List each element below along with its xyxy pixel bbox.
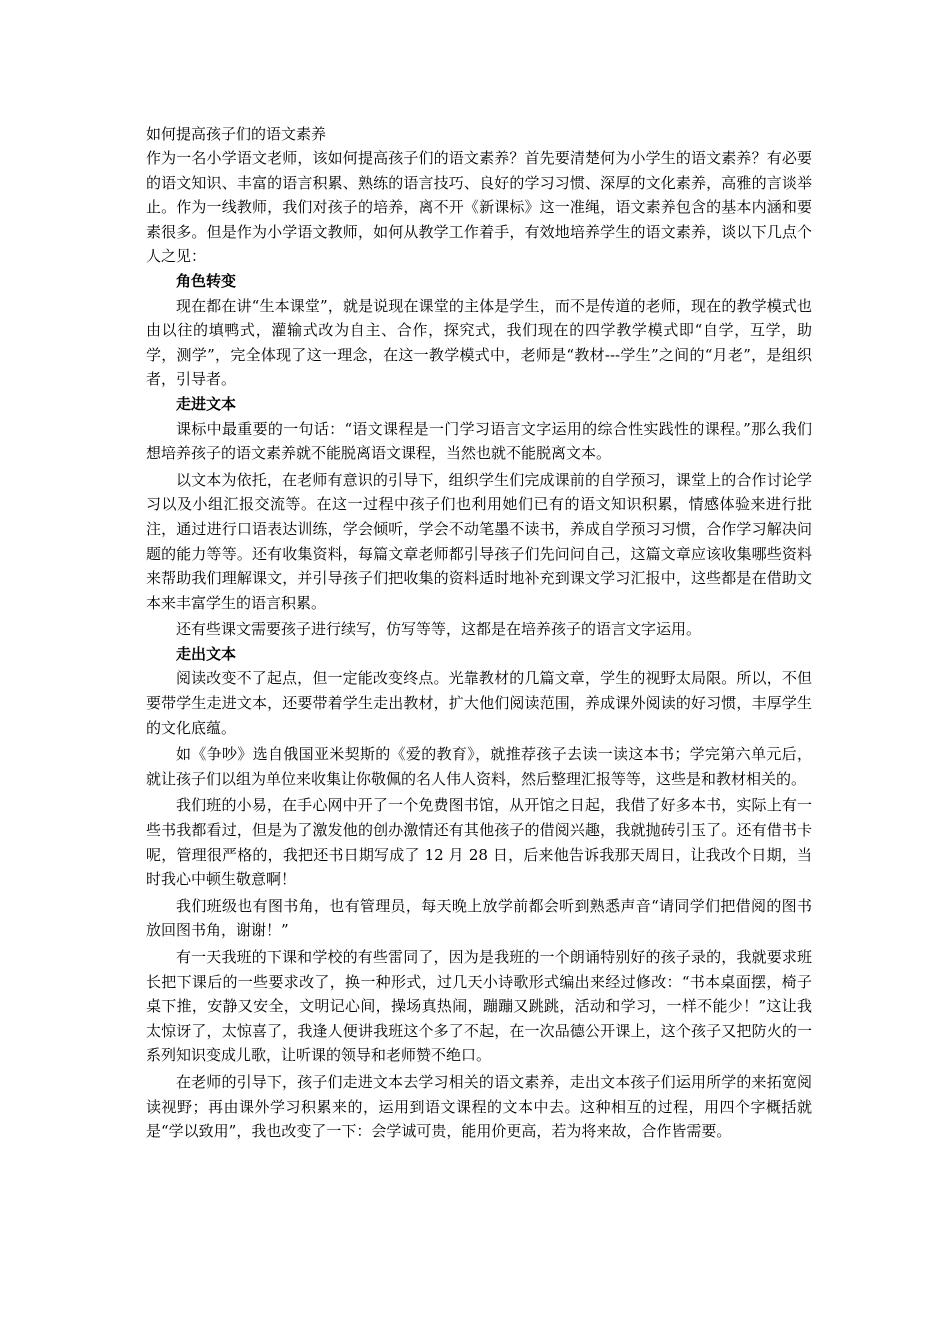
section-3-paragraph-4: 我们班级也有图书角，也有管理员，每天晚上放学前都会听到熟悉声音“请同学们把借阅的图书放回图书角，谢谢！” xyxy=(146,896,812,940)
section-3-paragraph-3: 我们班的小易，在手心网中开了一个免费图书馆，从开馆之日起，我借了好多本书，实际上有一些书我都看过，但是为了激发他的创办激情还有其他孩子的借阅兴趣，我就抛砖引玉了。还有借书卡呢，管理很严格的，我把还书日期写成了 12 月 28 日，后来他告诉我那天周日，让我改个日期，当时我心中顿生敬意啊！ xyxy=(146,796,812,889)
section-heading-enter-text: 走进文本 xyxy=(176,394,237,413)
section-2-paragraph-2: 以文本为依托，在老师有意识的引导下，组织学生们完成课前的自学预习，课堂上的合作讨论学习以及小组汇报交流等。在这一过程中孩子们也利用她们已有的语文知识积累，情感体验来进行批注，通过进行口语表达训练，学会倾听，学会不动笔墨不读书，养成自学预习习惯，合作学习解决问题的能力等等。还有收集资料，每篇文章老师都引导孩子们先问问自己，这篇文章应该收集哪些资料来帮助我们理解课文，并引导孩子们把收集的资料适时地补充到课文学习汇报中，这些都是在借助文本来丰富学生的语言积累。 xyxy=(146,470,812,612)
section-1-paragraph-1: 现在都在讲“生本课堂”，就是说现在课堂的主体是学生，而不是传道的老师，现在的教学模式也由以往的填鸭式，灌输式改为自主、合作，探究式，我们现在的四学教学模式即“自学，互学，助学，测学”，完全体现了这一理念，在这一教学模式中，老师是“教材---学生”之间的“月老”，是组织者，引导者。 xyxy=(146,296,812,389)
section-3-paragraph-1: 阅读改变不了起点，但一定能改变终点。光靠教材的几篇文章，学生的视野太局限。所以，不但要带学生走进文本，还要带着学生走出教材，扩大他们阅读范围，养成课外阅读的好习惯，丰厚学生的文化底蕴。 xyxy=(146,669,812,737)
section-heading-leave-text: 走出文本 xyxy=(176,644,237,663)
document-title: 如何提高孩子们的语文素养 xyxy=(146,125,327,143)
document-page xyxy=(146,122,812,1144)
section-3-paragraph-5: 有一天我班的下课和学校的有些雷同了，因为是我班的一个朗诵特别好的孩子录的，我就要求班长把下课后的一些要求改了，换一种形式，过几天小诗歌形式编出来经过修改：“书本桌面摆，椅子桌下推，安静又安全，文明记心间，操场真热闹，蹦蹦又跳跳，活动和学习，一样不能少！”这让我太惊讶了，太惊喜了，我逢人便讲我班这个多了不起，在一次品德公开课上，这个孩子又把防火的一系列知识变成儿歌，让听课的领导和老师赞不绝口。 xyxy=(146,948,812,1065)
intro-paragraph: 作为一名小学语文老师，该如何提高孩子们的语文素养？首先要清楚何为小学生的语文素养？有必要的语文知识、丰富的语言积累、熟练的语言技巧、良好的学习习惯、深厚的文化素养，高雅的言谈举止。作为一线教师，我们对孩子的培养，离不开《新课标》这一准绳，语文素养包含的基本内涵和要素很多。但是作为小学语文教师，如何从教学工作着手，有效地培养学生的语文素养，谈以下几点个人之见： xyxy=(146,149,812,266)
section-3-paragraph-6: 在老师的引导下，孩子们走进文本去学习相关的语文素养，走出文本孩子们运用所学的来拓宽阅读视野；再由课外学习积累来的，运用到语文课程的文本中去。这种相互的过程，用四个字概括就是“学以致用”，我也改变了一下：会学诚可贵，能用价更高，若为将来故，合作皆需要。 xyxy=(146,1072,812,1141)
section-2-paragraph-1: 课标中最重要的一句话：“语文课程是一门学习语言文字运用的综合性实践性的课程。”那么我们想培养孩子的语文素养就不能脱离语文课程，当然也就不能脱离文本。 xyxy=(146,419,812,463)
section-2-paragraph-3: 还有些课文需要孩子进行续写，仿写等等，这都是在培养孩子的语言文字运用。 xyxy=(176,620,702,639)
section-heading-role-change: 角色转变 xyxy=(176,271,237,290)
section-3-paragraph-2: 如《争吵》选自俄国亚米契斯的《爱的教育》，就推荐孩子去读一读这本书；学完第六单元后，就让孩子们以组为单位来收集让你敬佩的名人伟人资料，然后整理汇报等等，这些是和教材相关的。 xyxy=(146,745,812,788)
